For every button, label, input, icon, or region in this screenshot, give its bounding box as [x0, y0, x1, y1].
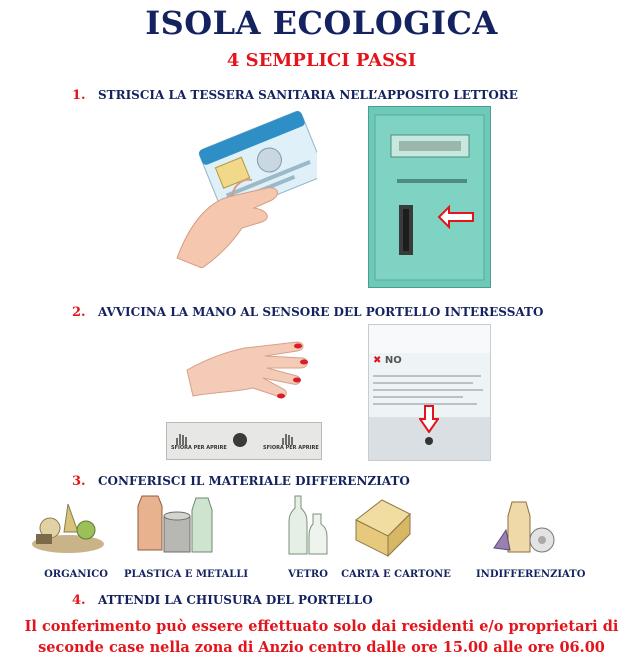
- panel-heading: ✖ NO: [373, 355, 402, 366]
- step-text: STRISCIA LA TESSERA SANITARIA NELL’APPOSITO LETTORE: [98, 88, 518, 102]
- step-3: [72, 474, 410, 489]
- hand-near-sensor-image: [185, 330, 310, 415]
- step-number: 3.: [72, 474, 86, 489]
- step-text: AVVICINA LA MANO AL SENSORE DEL PORTELLO INTERESSATO: [98, 305, 544, 319]
- step-4: [72, 593, 373, 608]
- step-1: [72, 88, 518, 103]
- vetro-illustration: [285, 494, 330, 558]
- sensor-dot: [425, 437, 433, 445]
- step-number: 2.: [72, 305, 86, 320]
- plastica-metalli-illustration: [132, 488, 227, 558]
- hand-touch-icon: [173, 431, 191, 445]
- page-title: ISOLA ECOLOGICA: [145, 4, 498, 42]
- sensor-dot: [233, 433, 247, 447]
- panel-text-area: [369, 325, 490, 353]
- hand-touch-icon: [279, 431, 297, 445]
- sensor-strip-image: [166, 422, 322, 460]
- hand-with-card-image: [172, 108, 317, 268]
- page-subtitle: 4 SEMPLICI PASSI: [226, 50, 417, 71]
- sensor-label: SFIORA PER APRIRE: [171, 445, 227, 451]
- step-number: 1.: [72, 88, 86, 103]
- down-arrow-icon: [419, 405, 439, 433]
- step-2: [72, 305, 543, 320]
- sensor-label: SFIORA PER APRIRE: [263, 445, 319, 451]
- footer-line-2: seconde case nella zona di Anzio centro dalle ore 15.00 alle ore 06.00: [38, 639, 605, 656]
- category-label: ORGANICO: [44, 569, 108, 580]
- step-text: ATTENDI LA CHIUSURA DEL PORTELLO: [98, 593, 373, 607]
- footer-notice: [0, 616, 643, 658]
- footer-line-1: Il conferimento può essere effettuato solo dai residenti e/o proprietari di: [24, 618, 619, 635]
- category-label: PLASTICA E METALLI: [124, 569, 249, 580]
- category-label: VETRO: [288, 569, 328, 580]
- portello-panel-image: [368, 324, 491, 461]
- category-label: INDIFFERENZIATO: [476, 569, 586, 580]
- carta-cartone-illustration: [352, 490, 414, 560]
- card-reader-machine-image: [368, 106, 491, 288]
- step-number: 4.: [72, 593, 86, 608]
- category-label: CARTA E CARTONE: [341, 569, 451, 580]
- indifferenziato-illustration: [490, 490, 560, 560]
- organico-illustration: [28, 492, 108, 557]
- step-text: CONFERISCI IL MATERIALE DIFFERENZIATO: [98, 474, 410, 488]
